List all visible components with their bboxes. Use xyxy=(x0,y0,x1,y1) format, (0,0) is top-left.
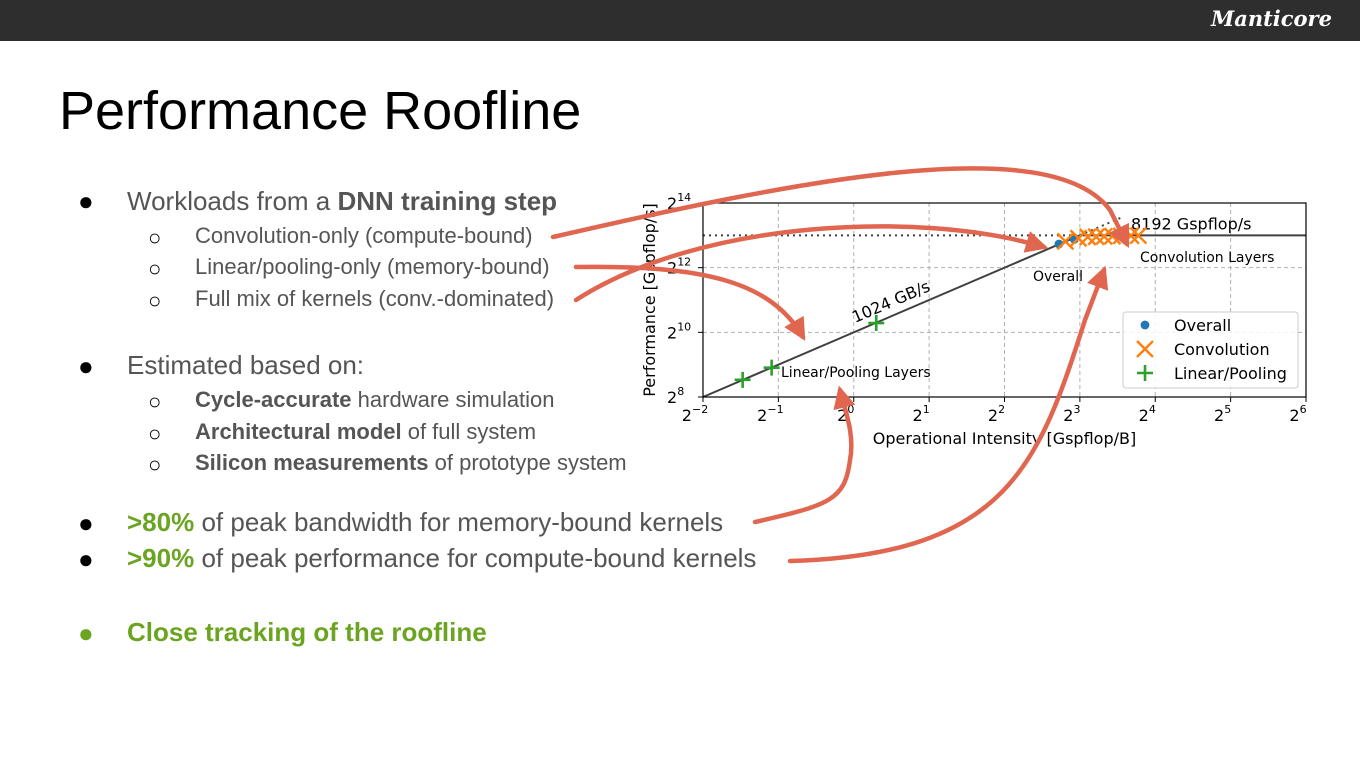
bullet-bold: >80% xyxy=(127,507,195,537)
data-points xyxy=(735,228,1147,388)
x-tick-label: $2^3$ xyxy=(1063,403,1081,425)
x-tick-label: $2^4$ xyxy=(1138,403,1156,425)
brand-logo: Manticore xyxy=(1210,6,1332,31)
sub-bullet-dot: ○ xyxy=(148,421,162,446)
bullet-text: of peak performance for compute-bound kernels xyxy=(194,543,757,573)
bullet-bold: Cycle-accurate xyxy=(195,387,352,412)
bullet-text: of full system xyxy=(401,419,537,444)
sub-bullet-dot: ○ xyxy=(148,452,162,477)
bullet-text: of prototype system xyxy=(428,450,627,475)
x-tick-label: $2^{-1}$ xyxy=(757,403,784,425)
bullet-estimated: Estimated based on: xyxy=(127,350,365,380)
bullet-dot: ● xyxy=(78,186,94,216)
sub-bullet-dot: ○ xyxy=(148,256,162,281)
y-tick-label: $2^{14}$ xyxy=(667,191,692,213)
data-point-convolution xyxy=(1080,229,1096,245)
x-tick-label: $2^2$ xyxy=(987,403,1006,425)
legend xyxy=(1123,312,1298,388)
bullet-bold: Silicon measurements xyxy=(195,450,429,475)
bullet-dot: ● xyxy=(78,544,94,574)
annotation-linear-pooling-layers: Linear/Pooling Layers xyxy=(781,365,931,381)
x-tick-label: $2^5$ xyxy=(1214,403,1232,425)
bullet-dot: ● xyxy=(78,618,94,648)
bullet-dot: ● xyxy=(78,508,94,538)
bullet-text: of peak bandwidth for memory-bound kernels xyxy=(194,507,724,537)
y-axis-label: Performance [Gspflop/s] xyxy=(640,203,659,397)
bullet-bold: >90% xyxy=(127,543,195,573)
x-tick-label: $2^1$ xyxy=(912,403,930,425)
sub-bullet-convolution: Convolution-only (compute-bound) xyxy=(195,223,533,248)
sub-bullet-dot: ○ xyxy=(148,389,162,414)
bullet-text: hardware simulation xyxy=(351,387,555,412)
annotation-overall: Overall xyxy=(1033,269,1084,285)
x-tick-label: $2^{-2}$ xyxy=(681,403,709,425)
data-point-convolution xyxy=(1096,228,1112,244)
data-point-linear-pooling xyxy=(764,360,780,376)
y-tick-label: $2^{10}$ xyxy=(667,320,692,343)
data-point-convolution xyxy=(1088,229,1104,245)
legend-label: Linear/Pooling xyxy=(1174,364,1287,383)
sub-bullet-dot: ○ xyxy=(148,225,162,250)
bullet-bold: DNN training step xyxy=(337,186,558,216)
y-tick-label: $2^{12}$ xyxy=(667,255,692,278)
peak-label: 8192 Gspflop/s xyxy=(1131,214,1252,234)
x-axis-label: Operational Intensity [Gspflop/B] xyxy=(872,429,1137,448)
sub-bullet-linear: Linear/pooling-only (memory-bound) xyxy=(195,254,550,279)
legend-label: Overall xyxy=(1174,316,1232,335)
data-point-linear-pooling xyxy=(735,372,751,388)
slide-title: Performance Roofline xyxy=(59,81,582,141)
y-tick-label: $2^8$ xyxy=(667,385,685,407)
bullet-text: Workloads from a xyxy=(127,186,338,216)
sub-bullet-dot: ○ xyxy=(148,288,162,313)
sub-bullet-full-mix: Full mix of kernels (conv.-dominated) xyxy=(195,286,555,311)
x-tick-label: $2^6$ xyxy=(1289,403,1307,425)
bullet-bold: Close tracking of the roofline xyxy=(127,617,487,647)
bullet-dot: ● xyxy=(78,351,94,381)
bandwidth-label: 1024 GB/s xyxy=(849,276,933,327)
legend-marker-overall xyxy=(1141,321,1150,330)
legend-label: Convolution xyxy=(1174,340,1270,359)
x-tick-label: $2^0$ xyxy=(837,403,855,425)
annotation-convolution-layers: Convolution Layers xyxy=(1140,250,1275,266)
bullet-bold: Architectural model xyxy=(195,419,402,444)
